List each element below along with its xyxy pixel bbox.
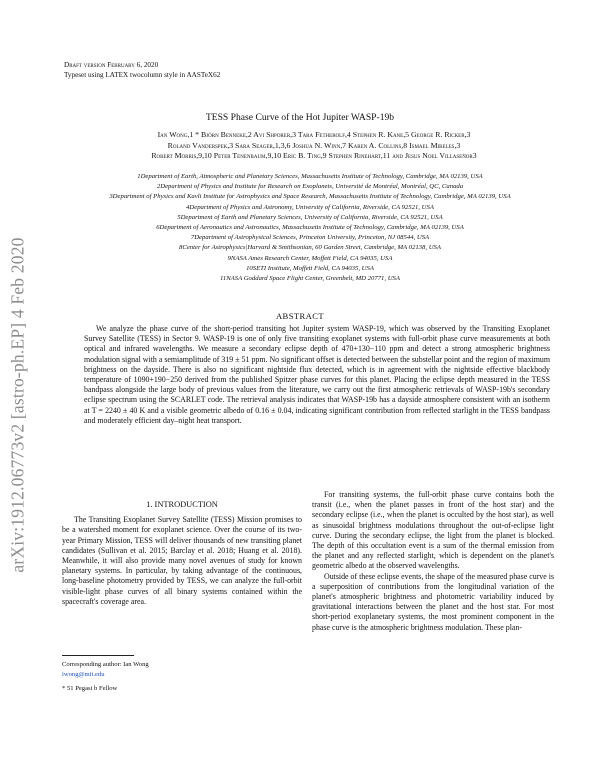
author-email-link[interactable]: iwong@mit.edu (62, 671, 105, 678)
typeset-line: Typeset using LATEX twocolumn style in AASTeX62 (64, 71, 221, 79)
affiliation-line: 8Center for Astrophysics|Harvard & Smithsonian, 60 Garden Street, Cambridge, MA 02138, USA (179, 244, 441, 252)
right-column (312, 490, 554, 633)
fellowship-footnote: * 51 Pegasi b Fellow (62, 685, 118, 692)
affiliation-line: 3Department of Physics and Kavli Institute for Astrophysics and Space Research, Massachusetts Institute of Technology, Cambridge, MA 02139, USA (109, 193, 511, 201)
arxiv-identifier-stamp (6, 180, 30, 630)
affiliation-line: 5Department of Earth and Planetary Sciences, University of California, Riverside, CA 92521, USA (177, 213, 443, 221)
left-column (62, 500, 302, 607)
affiliation-line: 10SETI Institute, Moffett Field, CA 94035, USA (246, 264, 374, 272)
affiliation-line: 1Department of Earth, Atmospheric and Planetary Sciences, Massachusetts Institute of Technology, Cambridge, MA 02139, USA (137, 173, 483, 180)
corresponding-author: Corresponding author: Ian Wong (62, 661, 149, 668)
section-heading-introduction: 1. INTRODUCTION (146, 500, 218, 509)
affiliation-line: 2Department of Physics and Institute for Research on Exoplanets, Université de Montréal, Montréal, QC, Canada (156, 183, 464, 191)
intro-paragraph: The Transiting Exoplanet Survey Satellite (TESS) Mission promises to be a watershed moment for exoplanet science. Over the course of its two-year Primary Mission, TESS will deliver thousands of new transiting planet candidates (Sullivan et al. 2015; Barclay et al. 2018; Huang et al. 2018). Meanwhile, it will also provide many novel avenues of study for known planetary systems. In particular, by taking advantage of the continuous, long-baseline photometry provided by TESS, we can analyze the full-orbit visible-light phase curves of all binary systems contained within the spacecraft's coverage area. (62, 515, 302, 606)
affiliation-line: 11NASA Goddard Space Flight Center, Greenbelt, MD 20771, USA (220, 275, 400, 283)
affiliation-list (60, 172, 560, 284)
intro-paragraph: For transiting systems, the full-orbit phase curve contains both the transit (i.e., when the planet passes in front of the host star) and the secondary eclipse (i.e., when the planet is occulted by the host star), as well as sinusoidal brightness modulations throughout the out-of-eclipse light curve. During the secondary eclipse, the light from the planet is blocked. The depth of this occultation event is a sum of the thermal emission from the planet and any reflected starlight, which is dependent on the planet's geometric albedo at the observed wavelengths. (312, 490, 554, 571)
author-line: Ian Wong,1 * Björn Benneke,2 Avi Shporer,3 Tara Fetherolf,4 Stephen R. Kane,5 George R. Ricker,3 (157, 130, 471, 139)
author-line: Roland Vanderspek,3 Sara Seager,1,3,6 Joshua N. Winn,7 Karen A. Collins,8 Ismael Mireles,3 (167, 140, 461, 150)
abstract-body: We analyze the phase curve of the short-period transiting hot Jupiter system WASP-19, which was observed by the Transiting Exoplanet Survey Satellite (TESS) in Sector 9. WASP-19 is one of only five transiting exoplanet systems with full-orbit phase curve measurements at both optical and infrared wavelengths. We measure a secondary eclipse depth of 470+130−110 ppm and detect a strong atmospheric brightness modulation signal with a semiamplitude of 319 ± 51 ppm. No significant offset is detected between the substellar point and the region of maximum brightness on the dayside. There is also no significant nightside flux detected, which is in agreement with the nightside effective blackbody temperature of 1090+190−250 derived from the published Spitzer phase curves for this planet. Placing the eclipse depth measured in the TESS bandpass alongside the large body of previous values from the literature, we carry out the first atmospheric retrievals of WASP-19b's secondary eclipse spectrum using the SCARLET code. The retrieval analysis indicates that WASP-19b has a dayside atmosphere consistent with an isotherm at T = 2240 ± 40 K and a visible geometric albedo of 0.16 ± 0.04, indicating significant contribution from reflected starlight in the TESS bandpass and moderately efficient day–night heat transport. (84, 324, 550, 425)
affiliation-line: 7Department of Astrophysical Sciences, Princeton University, Princeton, NJ 08544, USA (190, 234, 430, 242)
footnote-divider (62, 655, 134, 656)
author-line: Robert Morris,9,10 Peter Tenenbaum,9,10 Eric B. Ting,9 Stephen Rinehart,11 and Jesus Noel Villaseñor3 (151, 151, 477, 161)
affiliation-line: 4Department of Physics and Astronomy, University of California, Riverside, CA 92521, USA (186, 203, 434, 211)
arxiv-stamp-text: arXiv:1912.06773v2 [astro-ph.EP] 4 Feb 2020 (7, 237, 28, 573)
affiliation-line: 6Department of Aeronautics and Astronautics, Massachusetts Institute of Technology, Cambridge, MA 02139, USA (156, 224, 464, 232)
intro-paragraph: Outside of these eclipse events, the shape of the measured phase curve is a superposition of contributions from the longitudinal variation of the planet's atmospheric brightness and photometric variability induced by gravitational interactions between the planet and the host star. For most short-period exoplanetary systems, the most prominent component in the phase curve is the atmospheric brightness modulation. These plan- (312, 571, 554, 632)
affiliation-line: 9NASA Ames Research Center, Moffett Field, CA 94035, USA (227, 254, 393, 262)
author-list (70, 130, 558, 162)
abstract-heading: ABSTRACT (275, 311, 325, 321)
paper-title: TESS Phase Curve of the Hot Jupiter WASP-19b (205, 112, 395, 123)
draft-version-line: Draft version February 6, 2020 (64, 61, 159, 69)
